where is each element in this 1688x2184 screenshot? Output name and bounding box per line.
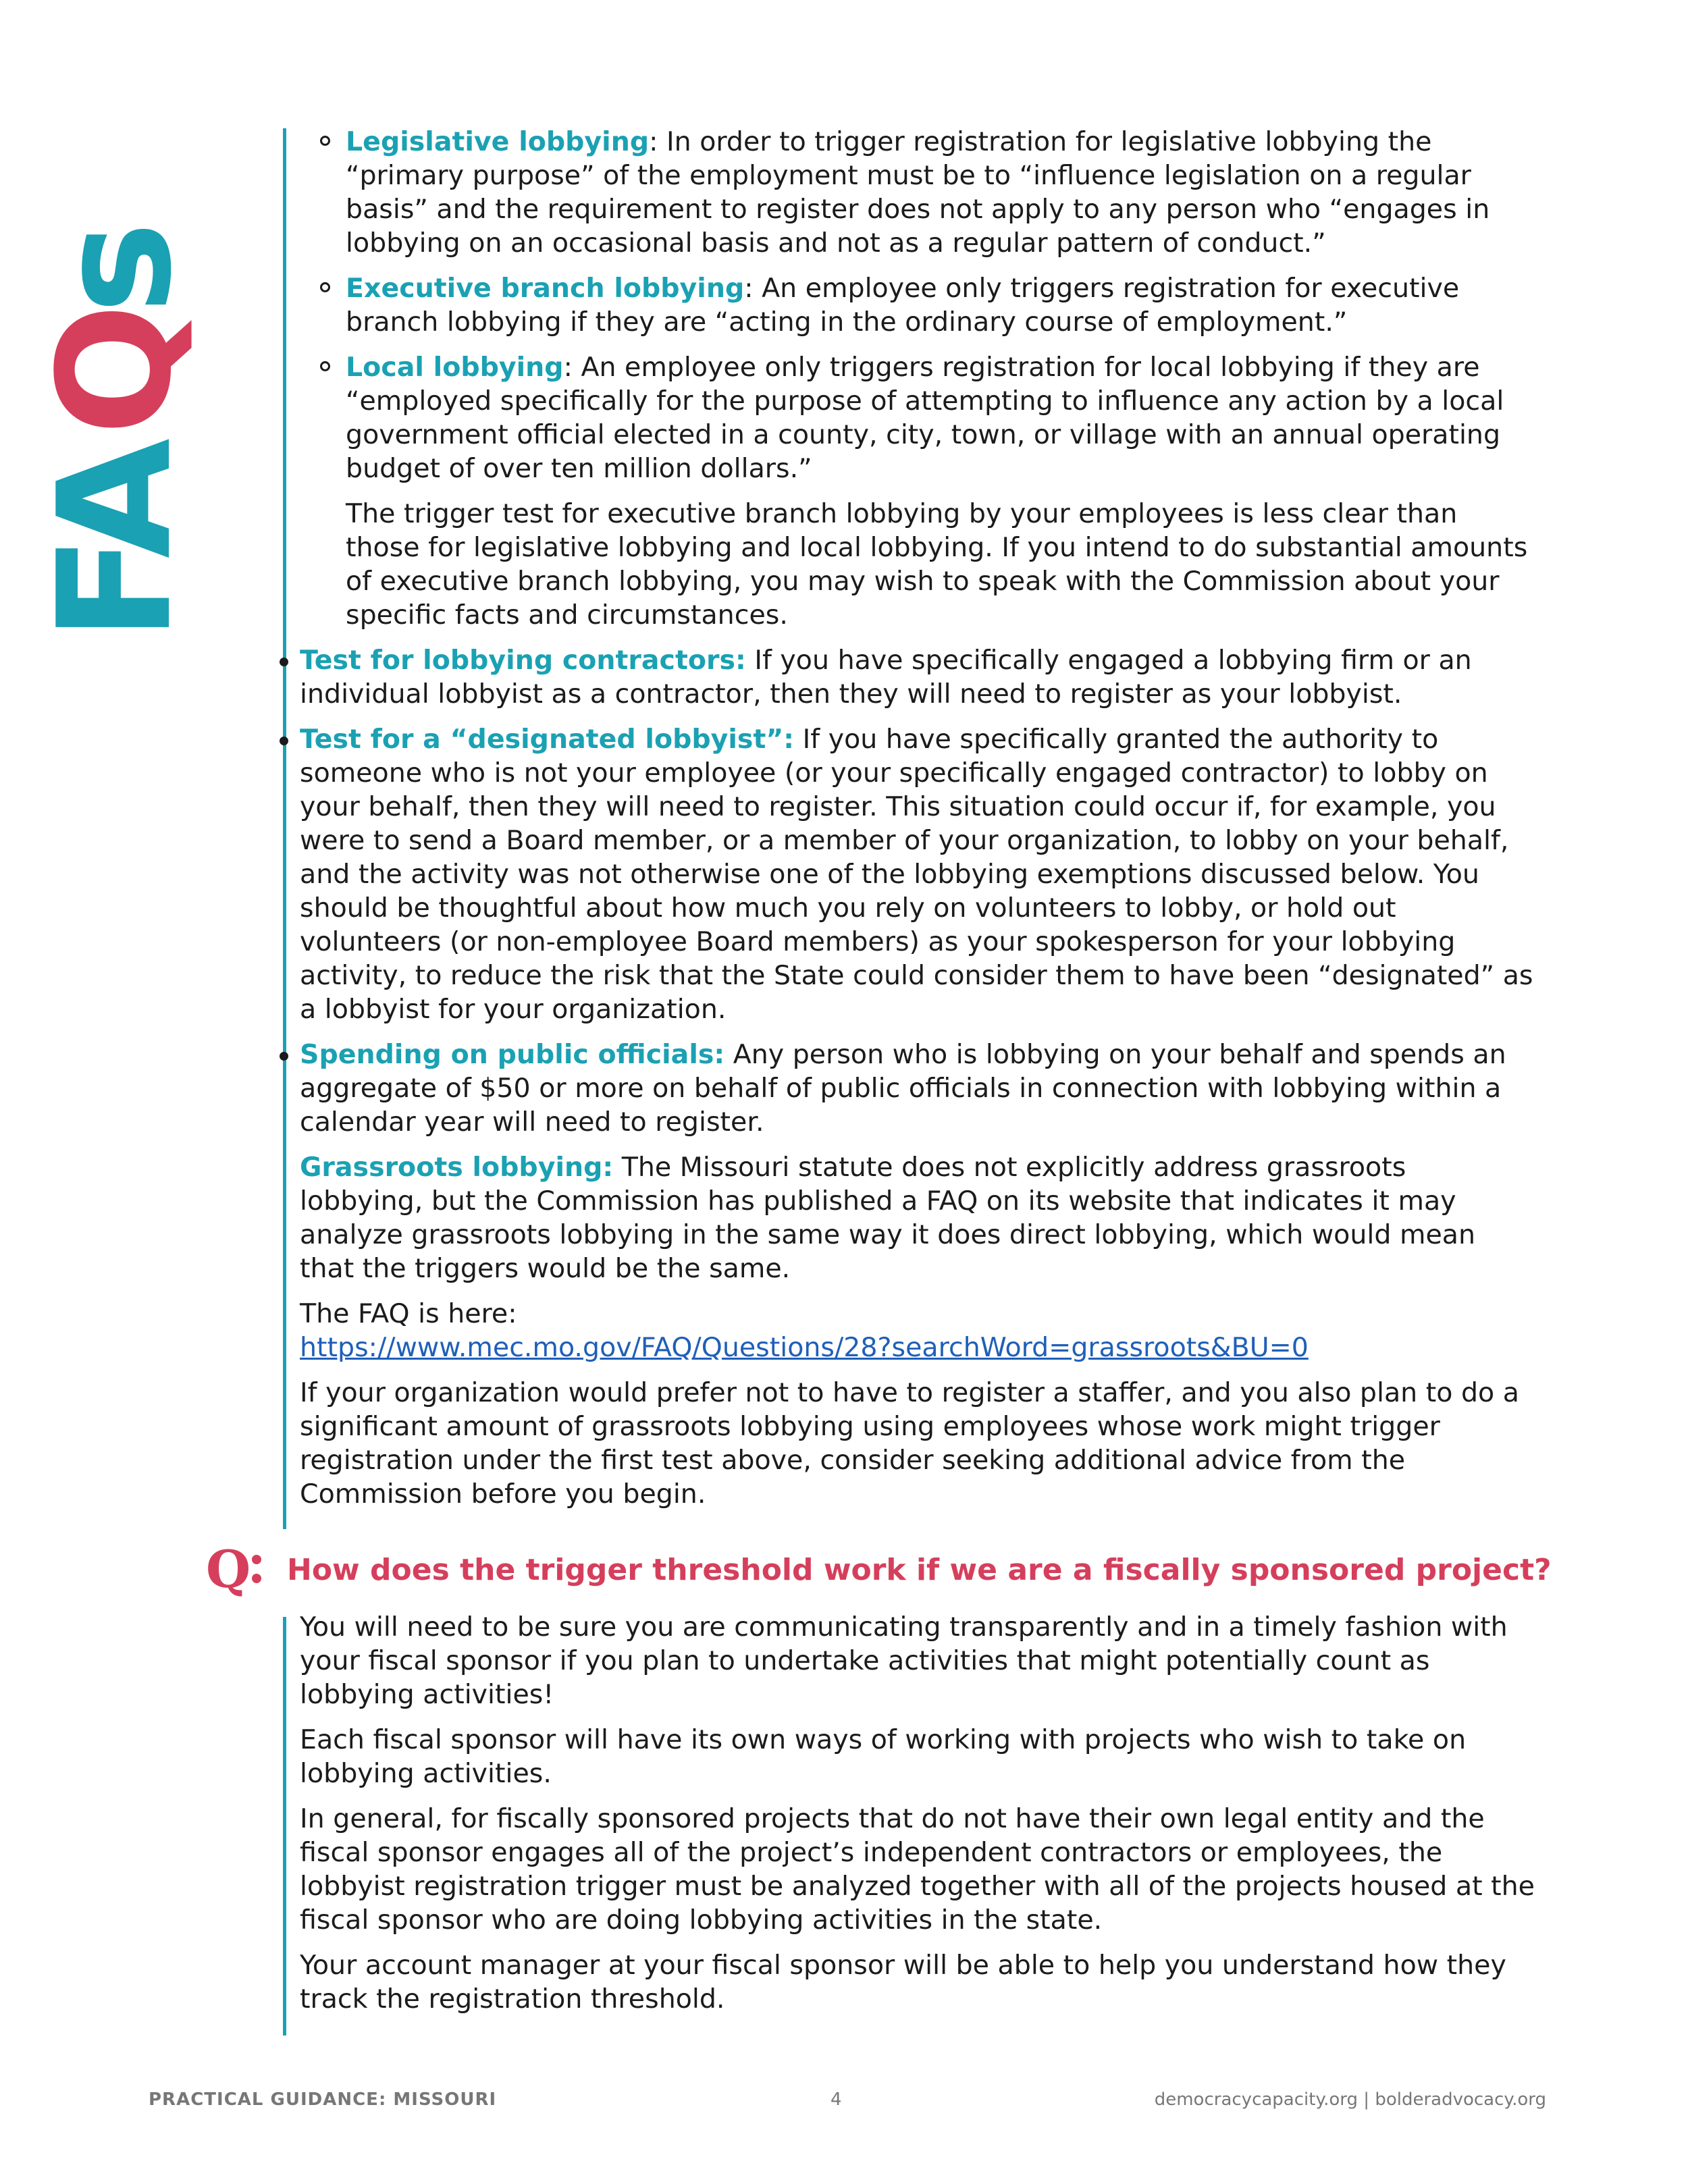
tests-list	[278, 643, 1535, 1139]
answer-paragraph: In general, for fiscally sponsored projects that do not have their own legal entity and the fiscal sponsor engages all of the project’s independent contractors or employees, the lobbyist registration trigger must be analyzed together with all of the projects housed at the fiscal sponsor who are doing lobbying activities in the state.	[300, 1803, 1535, 1936]
test-text: Any person who is lobbying on your behalf and spends an aggregate of $50 or more on behalf of public officials in connection with lobbying within a calendar year will need to register.	[300, 1039, 1506, 1138]
answer-content	[300, 1610, 1535, 2027]
trigger-note: The trigger test for executive branch lobbying by your employees is less clear than those for legislative lobbying and local lobbying. If you intend to do substantial amounts of executive branch lobbying, you may wish to speak with the Commission about your specific facts and circumstances.	[346, 498, 1528, 631]
test-title: Test for a “designated lobbyist”:	[300, 724, 795, 755]
circle-bullet-icon	[320, 282, 330, 292]
circle-bullet-icon	[320, 361, 330, 371]
footer-title: PRACTICAL GUIDANCE: MISSOURI	[149, 2089, 497, 2110]
subtest-title: Local lobbying	[346, 352, 564, 383]
faq-content-upper	[300, 125, 1535, 1522]
faq-link-paragraph	[300, 1297, 1535, 1364]
question-mark-icon: Q	[206, 1539, 251, 1599]
test-designated-lobbyist	[278, 722, 1535, 1026]
content-rule-bottom	[283, 1617, 286, 2035]
bullet-icon	[280, 737, 288, 745]
subtest-local	[300, 350, 1535, 485]
bullet-icon	[280, 658, 288, 666]
grassroots-advice: If your organization would prefer not to have to register a staffer, and you also plan to do a significant amount of grassroots lobbying using employees whose work might trigger registration under the first test above, consider seeking additional advice from the Commission before you begin.	[300, 1377, 1519, 1510]
answer-paragraph: Each fiscal sponsor will have its own ways of working with projects who wish to take on lobbying activities.	[300, 1724, 1467, 1789]
subtest-executive	[300, 271, 1535, 339]
svg-text:s: s	[26, 221, 206, 314]
faq-intro: The FAQ is here:	[300, 1298, 517, 1329]
page-footer	[149, 2086, 1546, 2113]
test-contractors	[278, 643, 1535, 711]
subtest-title: Executive branch lobbying	[346, 273, 745, 304]
subtest-text: : In order to trigger registration for legislative lobbying the “primary purpose” of the employment must be to “influence legislation on a regular basis” and the requirement to register does not apply to any person who “engages in lobbying on an occasional basis and not as a regular pattern of conduct.”	[346, 126, 1490, 259]
subtest-text: : An employee only triggers registration for local lobbying if they are “employed specifically for the purpose of attempting to influence any action by a local government official elected in a county, city, town, or village with an annual operating budget of over ten million dollars.”	[346, 352, 1504, 484]
test-title: Spending on public officials:	[300, 1039, 725, 1070]
question-colon-icon	[252, 1555, 261, 1593]
faq-link[interactable]: https://www.mec.mo.gov/FAQ/Questions/28?searchWord=grassroots&BU=0	[300, 1332, 1309, 1363]
page-number: 4	[830, 2089, 842, 2110]
question-text: How does the trigger threshold work if we are a fiscally sponsored project?	[287, 1553, 1552, 1587]
grassroots-paragraph	[300, 1150, 1535, 1285]
question-heading	[206, 1539, 1556, 1599]
subtest-title: Legislative lobbying	[346, 126, 650, 157]
footer-websites: democracycapacity.org | bolderadvocacy.org	[1154, 2089, 1546, 2110]
grassroots-text: The Missouri statute does not explicitly address grassroots lobbying, but the Commission has published a FAQ on its website that indicates it may analyze grassroots lobbying in the same way it does direct lobbying, which would mean that the triggers would be the same.	[300, 1152, 1475, 1284]
grassroots-title: Grassroots lobbying:	[300, 1152, 614, 1183]
answer-paragraph: You will need to be sure you are communicating transparently and in a timely fashion with your fiscal sponsor if you plan to undertake activities that might potentially count as lobbying activities!	[300, 1612, 1508, 1710]
bullet-icon	[280, 1052, 288, 1061]
faqs-logo	[26, 155, 206, 641]
subtest-legislative	[300, 125, 1535, 260]
svg-text:Q: Q	[26, 303, 206, 435]
test-title: Test for lobbying contractors:	[300, 645, 746, 676]
circle-bullet-icon	[320, 136, 330, 146]
subtest-text: : An employee only triggers registration for executive branch lobbying if they are “acting in the ordinary course of employment.”	[346, 273, 1460, 338]
test-text: If you have specifically engaged a lobbying firm or an individual lobbyist as a contractor, then they will need to register as your lobbyist.	[300, 645, 1472, 710]
svg-text:FA: FA	[26, 444, 206, 641]
test-text: If you have specifically granted the authority to someone who is not your employee (or your specifically engaged contractor) to lobby on your behalf, then they will need to register. This situation could occur if, for example, you were to send a Board member, or a member of your organization, to lobby on your behalf, and the activity was not otherwise one of the lobbying exemptions discussed below. You should be thoughtful about how much you rely on volunteers to lobby, or hold out volunteers (or non-employee Board members) as your spokesperson for your lobbying activity, to reduce the risk that the State could consider them to have been “designated” as a lobbyist for your organization.	[300, 724, 1533, 1025]
test-spending	[278, 1038, 1535, 1139]
answer-paragraph: Your account manager at your fiscal sponsor will be able to help you understand how they track the registration threshold.	[300, 1950, 1506, 2015]
